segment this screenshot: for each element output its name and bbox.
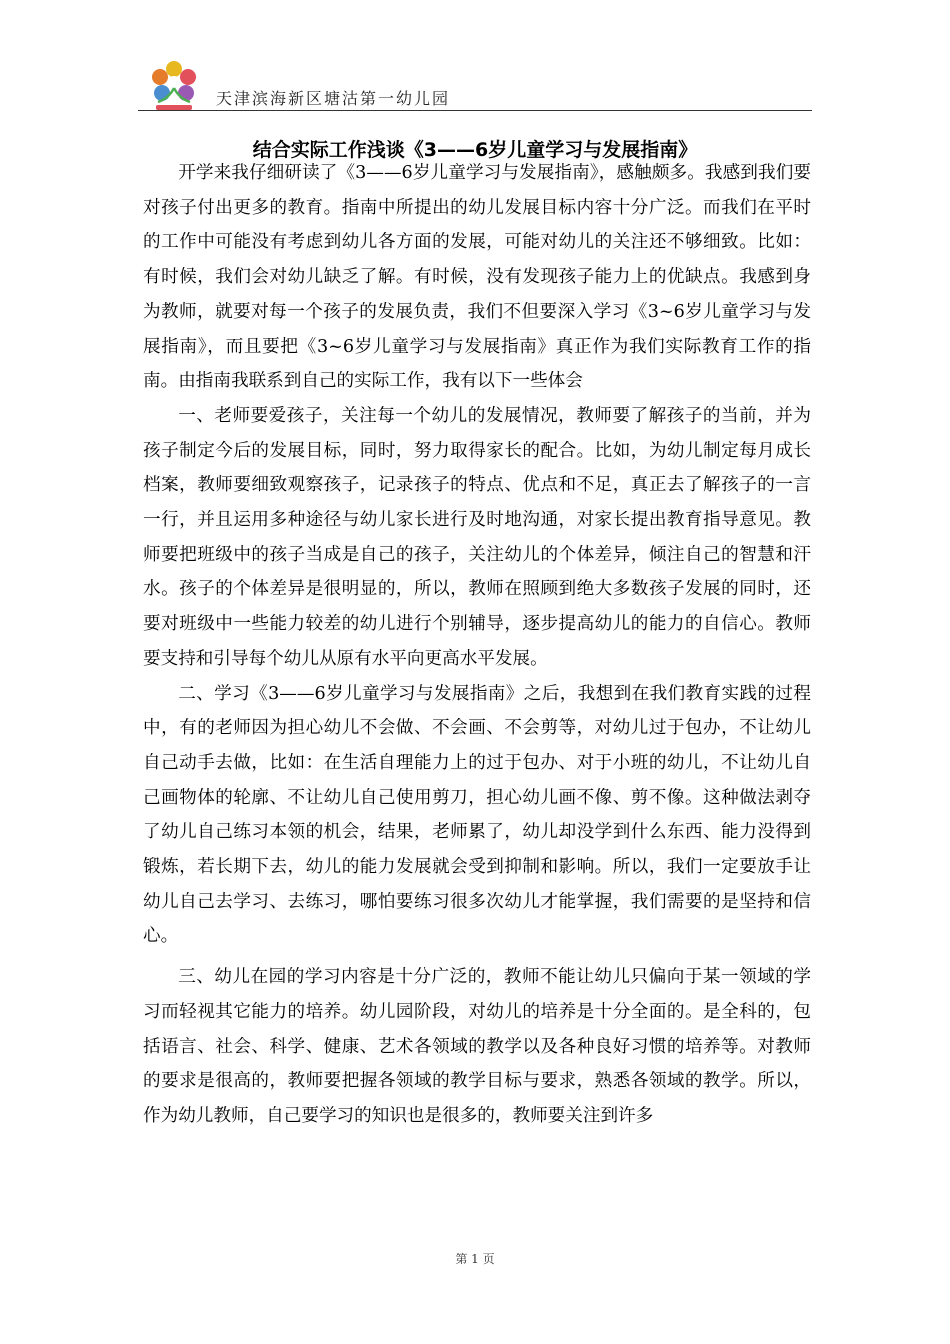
flower-logo-icon bbox=[146, 58, 202, 114]
paragraph-point-3: 三、幼儿在园的学习内容是十分广泛的，教师不能让幼儿只偏向于某一领域的学习而轻视其它能力的培养。幼儿园阶段，对幼儿的培养是十分全面的。是全科的，包括语言、社会、科学、健康、艺术各领域的教学以及各种良好习惯的培养等。对教师的要求是很高的，教师要把握各领域的教学目标与要求，熟悉各领域的教学。所以，作为幼儿教师，自己要学习的知识也是很多的，教师要关注到许多 bbox=[143, 967, 811, 1126]
header-divider bbox=[138, 110, 812, 111]
document-title: 结合实际工作浅谈《3——6岁儿童学习与发展指南》 bbox=[252, 138, 698, 161]
page-header bbox=[138, 56, 812, 112]
paragraph-point-1: 一、老师要爱孩子，关注每一个幼儿的发展情况，教师要了解孩子的当前，并为孩子制定今后的发展目标，同时，努力取得家长的配合。比如，为幼儿制定每月成长档案，教师要细致观察孩子，记录孩子的特点、优点和不足，真正去了解孩子的一言一行，并且运用多种途径与幼儿家长进行及时地沟通，对家长提出教育指导意见。教师要把班级中的孩子当成是自己的孩子，关注幼儿的个体差异，倾注自己的智慧和汗水。孩子的个体差异是很明显的，所以，教师在照顾到绝大多数孩子发展的同时，还要对班级中一些能力较差的幼儿进行个别辅导，逐步提高幼儿的能力的自信心。教师要支持和引导每个幼儿从原有水平向更高水平发展。 bbox=[143, 405, 811, 669]
paragraph-intro: 开学来我仔细研读了《3——6岁儿童学习与发展指南》，感触颇多。我感到我们要对孩子付出更多的教育。指南中所提出的幼儿发展目标内容十分广泛。而我们在平时的工作中可能没有考虑到幼儿各方面的发展，可能对幼儿的关注还不够细致。比如：有时候，我们会对幼儿缺乏了解。有时候，没有发现孩子能力上的优缺点。我感到身为教师，就要对每一个孩子的发展负责，我们不但要深入学习《3~6岁儿童学习与发展指南》，而且要把《3~6岁儿童学习与发展指南》真正作为我们实际教育工作的指南。由指南我联系到自己的实际工作，我有以下一些体会 bbox=[143, 163, 811, 392]
document-body bbox=[143, 156, 811, 1134]
page-number: 第 1 页 bbox=[455, 1252, 495, 1266]
school-name: 天津滨海新区塘沽第一幼儿园 bbox=[216, 89, 451, 108]
paragraph-point-2: 二、学习《3——6岁儿童学习与发展指南》之后，我想到在我们教育实践的过程中，有的老师因为担心幼儿不会做、不会画、不会剪等，对幼儿过于包办，不让幼儿自己动手去做，比如：在生活自理能力上的过于包办、对于小班的幼儿，不让幼儿自己画物体的轮廓、不让幼儿自己使用剪刀，担心幼儿画不像、剪不像。这种做法剥夺了幼儿自己练习本领的机会，结果，老师累了，幼儿却没学到什么东西、能力没得到锻炼，若长期下去，幼儿的能力发展就会受到抑制和影响。所以，我们一定要放手让幼儿自己去学习、去练习，哪怕要练习很多次幼儿才能掌握，我们需要的是坚持和信心。 bbox=[143, 683, 811, 947]
